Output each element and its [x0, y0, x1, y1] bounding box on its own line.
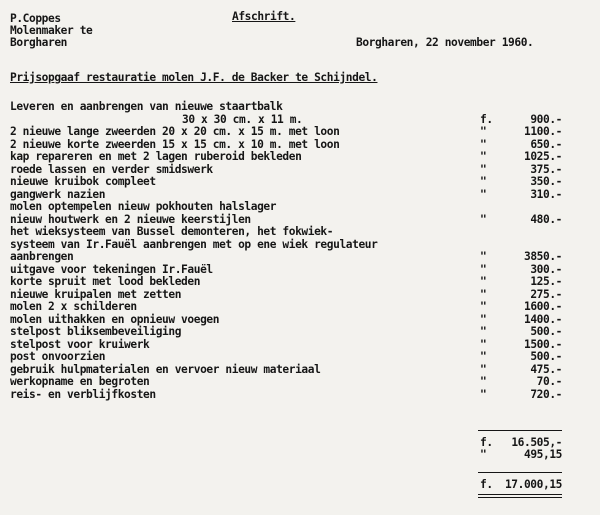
extra-amount: 495,15	[523, 448, 562, 461]
item-amount: 350.-	[530, 175, 562, 188]
item-description: systeem van Ir.Fauël aanbrengen met op ene wiek regulateur	[10, 237, 378, 251]
item-description: molen 2 x schilderen	[10, 300, 137, 313]
item-currency: "	[480, 325, 487, 338]
item-description: 2 nieuwe lange zweerden 20 x 20 cm. x 15 m. met loon	[10, 125, 340, 138]
item-description: het wieksysteem van Bussel demonteren, het fokwiek-	[10, 225, 334, 238]
item-currency: "	[480, 275, 487, 288]
grand-total-amount: 17.000,15	[504, 478, 562, 491]
item-currency: "	[480, 337, 487, 351]
item-description: nieuw houtwerk en 2 nieuwe keerstijlen	[10, 212, 251, 226]
grand-total-underline-2	[478, 497, 562, 498]
item-amount: 375.-	[530, 162, 562, 176]
item-currency: "	[480, 387, 487, 401]
item-description: Leveren en aanbrengen van nieuwe staartbalk	[10, 100, 283, 113]
item-currency: "	[480, 312, 487, 326]
item-amount: 1500.-	[523, 337, 562, 351]
item-description: molen uithakken en opnieuw voegen	[10, 312, 220, 326]
item-description: nieuwe kruipalen met zetten	[10, 287, 182, 301]
item-currency: "	[480, 187, 487, 201]
item-description: stelpost bliksembeveiliging	[10, 325, 182, 338]
sender-name: P.Coppes	[10, 12, 61, 25]
item-currency: "	[480, 137, 487, 151]
item-currency: "	[480, 287, 487, 301]
item-amount: 1600.-	[523, 300, 562, 313]
item-description: molen optempelen nieuw pokhouten halslager	[10, 200, 277, 213]
item-description: werkopname en begroten	[10, 375, 150, 388]
item-currency: "	[480, 212, 487, 226]
item-amount: 3850.-	[523, 250, 562, 263]
item-currency: "	[480, 250, 487, 263]
doc-type-label: Afschrift.	[232, 10, 296, 23]
item-currency: "	[480, 362, 487, 376]
place-date: Borgharen, 22 november 1960.	[356, 36, 534, 49]
item-description: korte spruit met lood bekleden	[10, 275, 201, 288]
subtotal-rule	[478, 430, 562, 431]
item-description: uitgave voor tekeningen Ir.Fauël	[10, 262, 213, 276]
item-amount: 70.-	[536, 375, 562, 388]
item-amount: 900.-	[530, 112, 562, 126]
document-title: Prijsopgaaf restauratie molen J.F. de Backer te Schijndel.	[10, 71, 378, 84]
item-amount: 275.-	[530, 287, 562, 301]
sender-profession: Molenmaker te	[10, 24, 93, 37]
item-amount: 1100.-	[523, 125, 562, 138]
item-description: nieuwe kruibok compleet	[10, 175, 156, 188]
grand-total-currency: f.	[480, 478, 493, 491]
sender-place: Borgharen	[10, 36, 68, 49]
item-amount: 480.-	[530, 212, 562, 226]
item-description: roede lassen en verder smidswerk	[10, 162, 213, 176]
extra-currency: "	[480, 448, 487, 461]
subtotal-currency: f.	[480, 436, 493, 449]
grand-total-underline-1	[478, 494, 562, 495]
item-description: kap repareren en met 2 lagen ruberoid bekleden	[10, 150, 302, 163]
item-amount: 1400.-	[523, 312, 562, 326]
item-currency: "	[480, 162, 487, 176]
item-description: aanbrengen	[10, 250, 74, 263]
item-amount: 1025.-	[523, 150, 562, 163]
item-description: 2 nieuwe korte zweerden 15 x 15 cm. x 10 m. met loon	[10, 137, 340, 151]
item-amount: 300.-	[530, 262, 562, 276]
grand-total-rule	[478, 472, 562, 473]
item-amount: 720.-	[530, 387, 562, 401]
item-description: reis- en verblijfkosten	[10, 387, 156, 401]
item-description: stelpost voor kruiwerk	[10, 337, 150, 351]
item-currency: "	[480, 300, 487, 313]
item-amount: 475.-	[530, 362, 562, 376]
item-amount: 500.-	[530, 350, 562, 363]
item-currency: "	[480, 150, 487, 163]
item-amount: 125.-	[530, 275, 562, 288]
item-currency: "	[480, 125, 487, 138]
item-amount: 500.-	[530, 325, 562, 338]
item-currency: "	[480, 350, 487, 363]
item-description: gangwerk nazien	[10, 187, 106, 201]
item-currency: "	[480, 375, 487, 388]
item-currency: "	[480, 175, 487, 188]
item-amount: 310.-	[530, 187, 562, 201]
item-description: gebruik hulpmaterialen en vervoer nieuw materiaal	[10, 362, 321, 376]
item-amount: 650.-	[530, 137, 562, 151]
item-currency: "	[480, 262, 487, 276]
subtotal-amount: 16.505,-	[511, 436, 562, 449]
item-description: post onvoorzien	[10, 350, 106, 363]
item-description: 30 x 30 cm. x 11 m.	[182, 112, 303, 126]
item-currency: f.	[480, 112, 493, 126]
